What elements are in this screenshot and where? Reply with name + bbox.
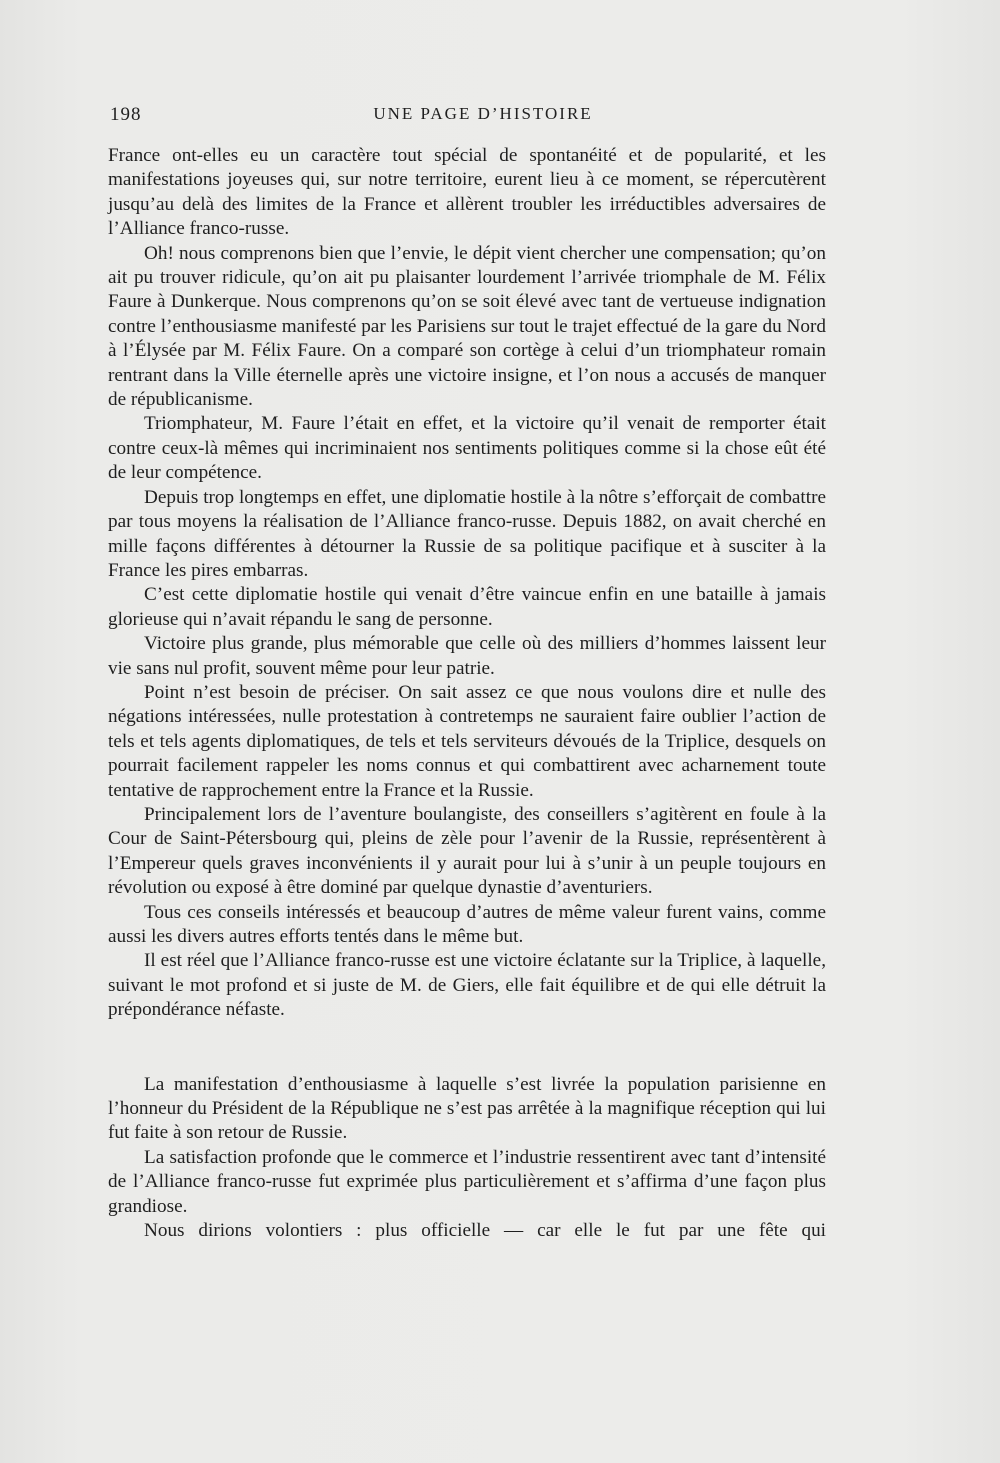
paragraph: Triomphateur, M. Faure l’était en effet, et la victoire qu’il venait de remporter était contre ceux-là mêmes qui incriminaient nos sentiments politiques comme si la chose eût été de leur compétence. [108, 413, 826, 484]
body-text [108, 144, 826, 1243]
paragraph: Depuis trop longtemps en effet, une diplomatie hostile à la nôtre s’efforçait de combattre par tous moyens la réalisation de l’Alliance franco-russe. Depuis 1882, on avait cherché en mille façons différentes à détourner la Russie de sa politique pacifique et à susciter à la France les pires embarras. [108, 486, 826, 581]
paragraph: Nous dirions volontiers : plus officielle — car elle le fut par une fête qui [144, 1220, 826, 1242]
paragraph: La satisfaction profonde que le commerce et l’industrie ressentirent avec tant d’intensité de l’Alliance franco-russe fut exprimée plus particulièrement et s’affirma d’une façon plus grandiose. [108, 1146, 826, 1217]
paragraph: C’est cette diplomatie hostile qui venait d’être vaincue enfin en une bataille à jamais glorieuse qui n’avait répandu le sang de personne. [108, 584, 826, 630]
paragraph: La manifestation d’enthousiasme à laquelle s’est livrée la population parisienne en l’honneur du Président de la République ne s’est pas arrêtée à la magnifique réception qui lui fut faite à son retour de Russie. [108, 1073, 826, 1144]
page-number: 198 [110, 104, 142, 125]
paragraph: Principalement lors de l’aventure boulangiste, des conseillers s’agitèrent en foule à la Cour de Saint-Pétersbourg qui, pleins de zèle pour l’avenir de la Russie, représentèrent à l’Empereur quels graves inconvénients il y aurait pour lui à s’unir à un peuple toujours en révolution ou exposé à être dominé par quelque dynastie d’aventuriers. [108, 803, 826, 899]
paragraph: Oh! nous comprenons bien que l’envie, le dépit vient chercher une compensation; qu’on ait pu trouver ridicule, qu’on ait pu plaisanter lourdement l’arrivée triomphale de M. Félix Faure à Dunkerque. Nous comprenons qu’on se soit élevé avec tant de vertueuse indignation contre l’enthousiasme manifesté par les Parisiens sur tout le trajet effectué de la gare du Nord à l’Élysée par M. Félix Faure. On a comparé son cortège à celui d’un triomphateur romain rentrant dans la Ville éternelle après une victoire insigne, et l’on nous a accusés de manquer de républicanisme. [108, 242, 826, 411]
page-header [108, 104, 828, 128]
paragraph: Point n’est besoin de préciser. On sait assez ce que nous voulons dire et nulle des négations intéressées, nulle protestation à contretemps ne sauraient faire oublier l’action de tels et tels agents diplomatiques, de tels et tels serviteurs dévoués de la Triplice, desquels on pourrait facilement rappeler les noms connus et qui combattirent avec acharnement toute tentative de rapprochement entre la France et la Russie. [108, 681, 826, 801]
paragraph: France ont-elles eu un caractère tout spécial de spontanéité et de popularité, et les manifestations joyeuses qui, sur notre territoire, eurent lieu à ce moment, se répercutèrent jusqu’au delà des limites de la France et allèrent troubler les irréductibles adversaires de l’Alliance franco-russe. [108, 145, 826, 240]
paragraph: Victoire plus grande, plus mémorable que celle où des milliers d’hommes laissent leur vie sans nul profit, souvent même pour leur patrie. [108, 633, 826, 679]
paragraph: Il est réel que l’Alliance franco-russe est une victoire éclatante sur la Triplice, à laquelle, suivant le mot profond et si juste de M. de Giers, elle fait équilibre et de qui elle détruit la prépondérance néfaste. [108, 950, 826, 1021]
section-break [108, 1023, 826, 1073]
running-title: UNE PAGE D’HISTOIRE [373, 104, 593, 123]
paragraph: Tous ces conseils intéressés et beaucoup d’autres de même valeur furent vains, comme aussi les divers autres efforts tentés dans le même but. [108, 901, 826, 947]
